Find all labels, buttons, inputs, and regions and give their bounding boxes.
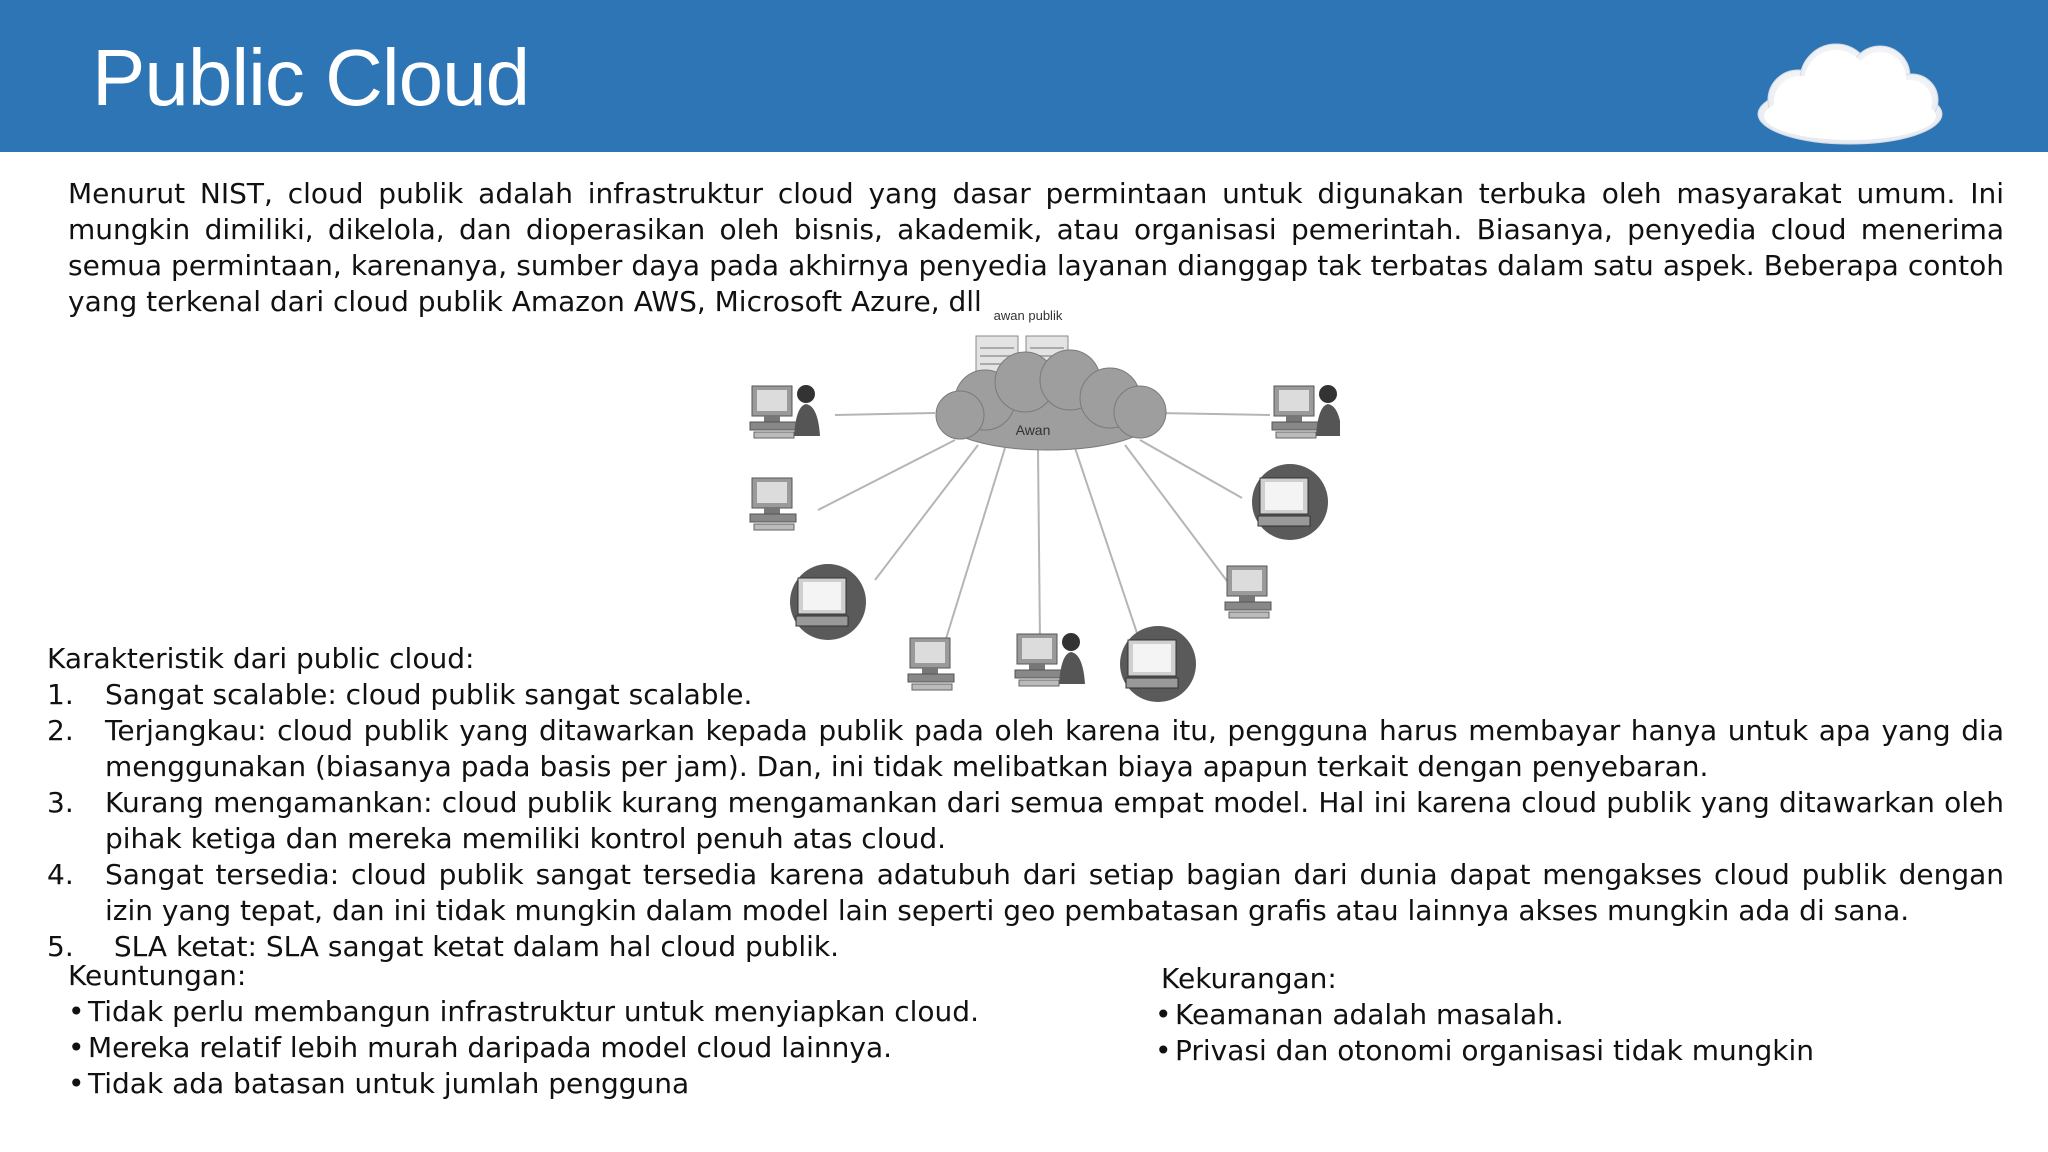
list-item: • Tidak perlu membangun infrastruktur untuk menyiapkan cloud. (68, 994, 1068, 1030)
public-cloud-diagram (740, 300, 1340, 710)
item-number: 4. (47, 858, 74, 891)
item-text: Kurang mengamankan: cloud publik kurang mengamankan dari semua empat model. Hal ini karena cloud publik yang ditawarkan oleh pihak ketiga dan mereka memiliki kontrol penuh atas cloud. (105, 786, 2004, 855)
computer-icon (790, 564, 866, 640)
intro-paragraph: Menurut NIST, cloud publik adalah infrastruktur cloud yang dasar permintaan untuk digunakan terbuka oleh masyarakat umum. Ini mungkin dimiliki, dikelola, dan dioperasikan oleh bisnis, akademik, atau organisasi pemerintah. Biasanya, penyedia cloud menerima semua permintaan, karenanya, sumber daya pada akhirnya penyedia layanan dianggap tak terbatas dalam satu aspek. Beberapa contoh yang terkenal dari cloud publik Amazon AWS, Microsoft Azure, dll (68, 177, 2004, 318)
list-item: • Privasi dan otonomi organisasi tidak mungkin (1155, 1033, 2015, 1069)
item-number: 3. (47, 786, 74, 819)
list-item: • Mereka relatif lebih murah daripada model cloud lainnya. (68, 1030, 1068, 1066)
characteristics-list (47, 677, 2004, 965)
advantages-heading: Keuntungan: (68, 959, 247, 992)
list-item (47, 785, 2004, 857)
computer-icon (750, 478, 796, 530)
computer-icon (1225, 566, 1271, 618)
disadvantages-heading: Kekurangan: (1161, 962, 1337, 995)
server-label: awan publik (993, 308, 1063, 323)
list-item (47, 857, 2004, 929)
list-item (47, 713, 2004, 785)
disadvantages-section (1155, 961, 2015, 1069)
item-number: 1. (47, 678, 74, 711)
user-workstation-icon (750, 385, 820, 438)
item-number: 2. (47, 714, 74, 747)
disadvantages-list (1155, 997, 2015, 1069)
item-number: 5. (47, 930, 74, 963)
list-item (47, 677, 2004, 713)
computer-icon (1252, 464, 1328, 540)
list-item: • Tidak ada batasan untuk jumlah pengguna (68, 1066, 1068, 1102)
user-workstation-icon (1272, 385, 1340, 438)
slide-title: Public Cloud (92, 33, 530, 122)
item-text: Sangat tersedia: cloud publik sangat tersedia karena adatubuh dari setiap bagian dari dunia dapat mengakses cloud publik dengan izin yang tepat, dan ini tidak mungkin dalam model lain seperti geo pembatasan grafis atau lainnya akses mungkin ada di sana. (105, 858, 2004, 927)
advantages-section (68, 958, 1068, 1102)
cloud-icon (936, 350, 1166, 450)
item-text: SLA ketat: SLA sangat ketat dalam hal cloud publik. (105, 930, 840, 963)
cloud-label: Awan (1015, 422, 1051, 438)
characteristics-heading: Karakteristik dari public cloud: (47, 642, 475, 675)
item-text: Sangat scalable: cloud publik sangat scalable. (105, 678, 753, 711)
advantages-list (68, 994, 1068, 1102)
cloud-logo-icon (1740, 14, 1960, 154)
list-item: • Keamanan adalah masalah. (1155, 997, 2015, 1033)
item-text: Terjangkau: cloud publik yang ditawarkan kepada publik pada oleh karena itu, pengguna harus membayar hanya untuk apa yang dia menggunakan (biasanya pada basis per jam). Dan, ini tidak melibatkan biaya apapun terkait dengan penyebaran. (105, 714, 2004, 783)
